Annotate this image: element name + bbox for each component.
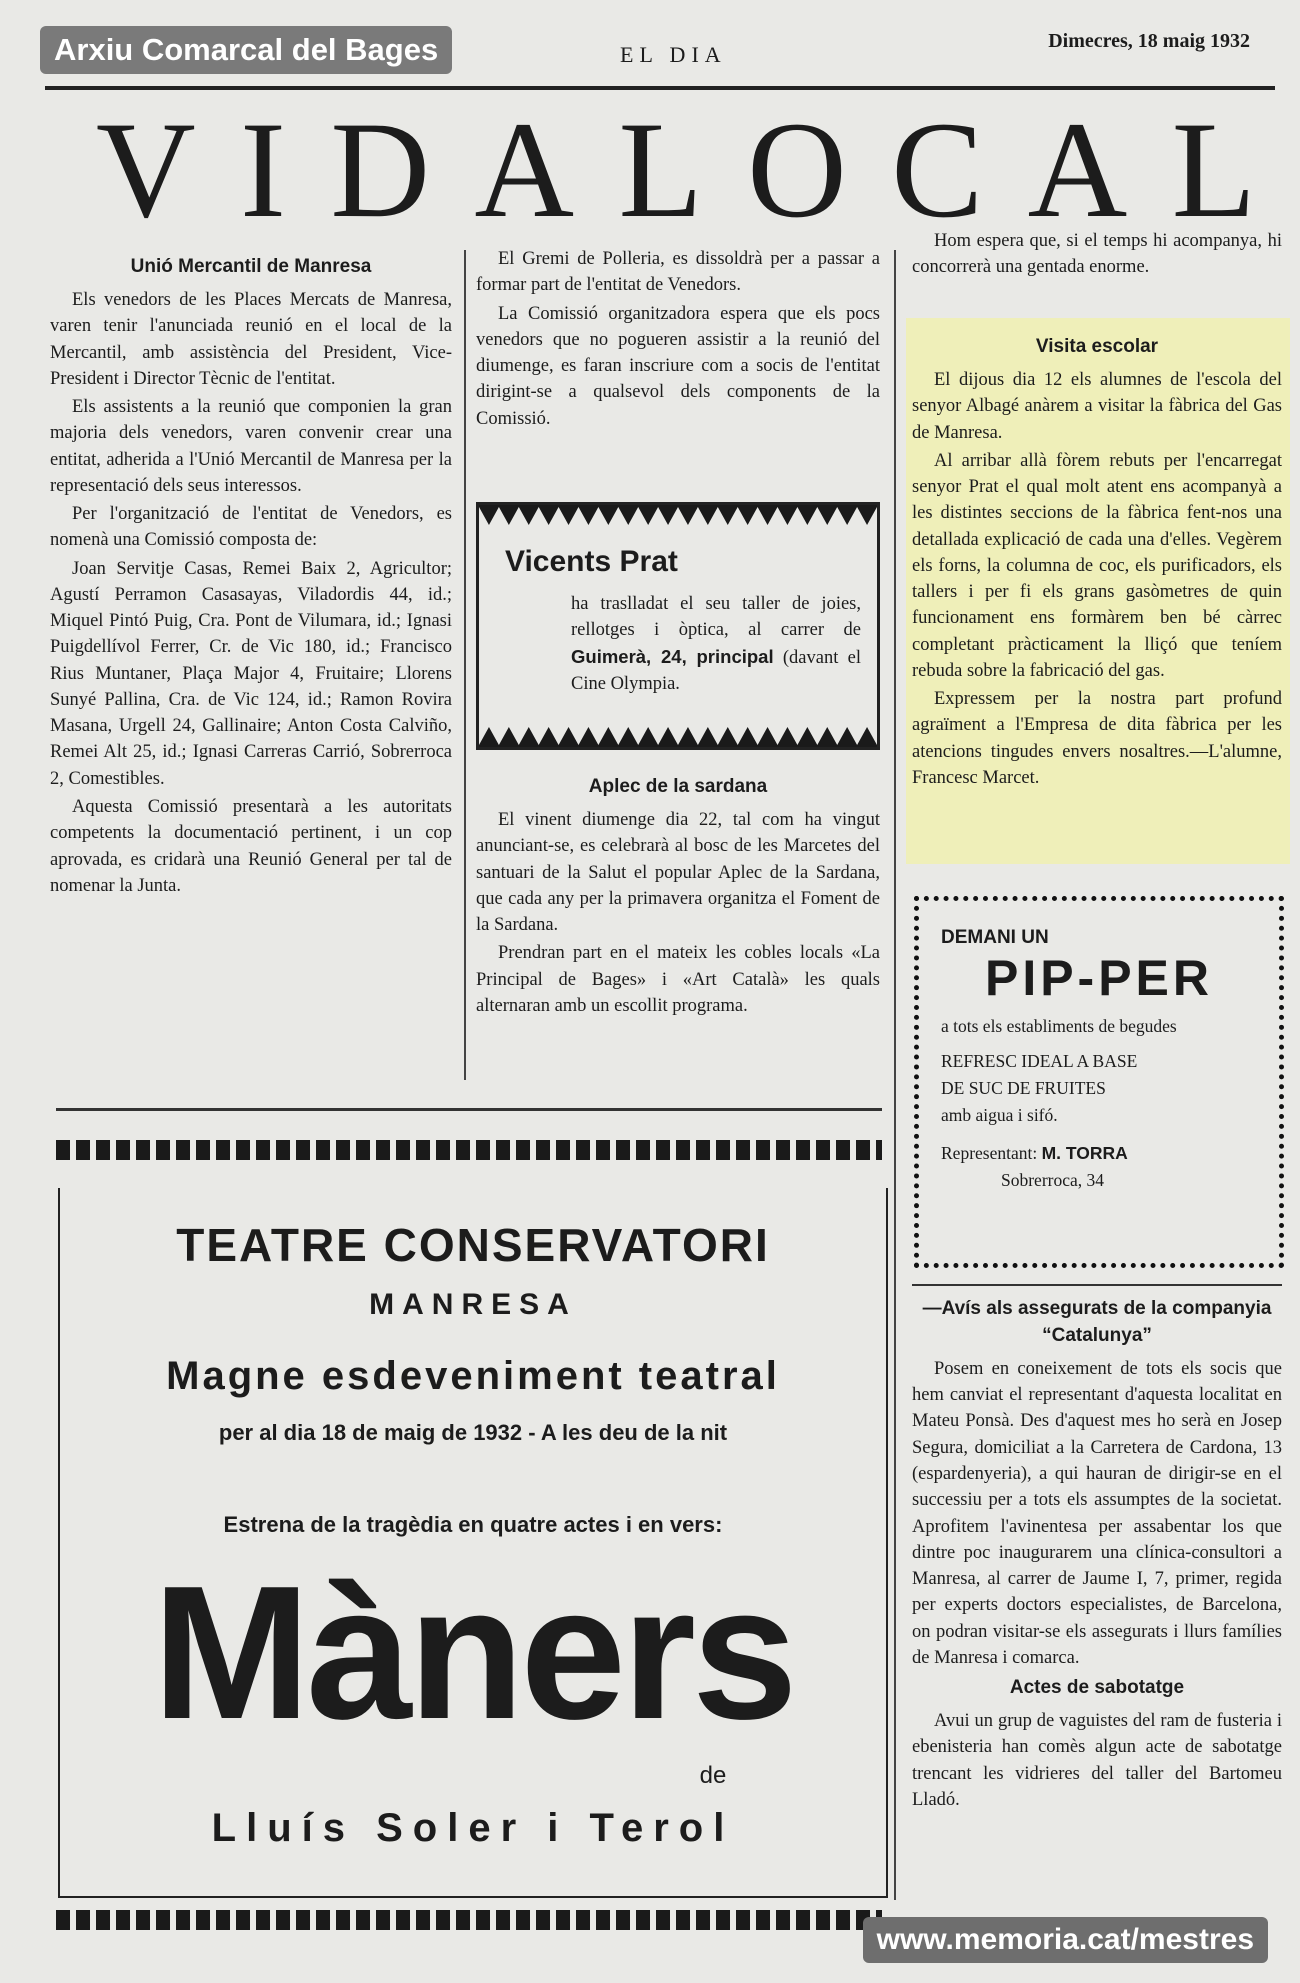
article-gremi-polleria bbox=[476, 246, 880, 434]
pip-per-ad bbox=[914, 896, 1284, 1268]
event-headline: Magne esdeveniment teatral bbox=[166, 1354, 780, 1398]
paragraph: Al arribar allà fòrem rebuts per l'encarregat senyor Prat el qual molt atent ens acompanyà a les distintes seccions de la fàbrica fent-nos una detallada explicació de cada una d'elles. Vegèrem els forns, la columna de coc, els purificadors, els tallers i per fi els grans gasòmetres de quin funcionament ens formàrem ben bé càrrec completant pràcticament la lliçó que teníem rebuda sobre la fabricació del gas. bbox=[912, 450, 1282, 681]
rep-name: M. TORRA bbox=[1041, 1142, 1128, 1163]
banner-letter: O bbox=[747, 93, 847, 246]
paragraph: Expressem per la nostra part profund agraïment a l'Empresa de dita fàbrica per les atencions tingudes envers nosaltres.—L'alumne, Francesc Marcet. bbox=[912, 689, 1282, 788]
banner-letter: V bbox=[96, 93, 196, 246]
author-by: de bbox=[699, 1762, 727, 1789]
site-watermark: www.memoria.cat/mestres bbox=[863, 1917, 1268, 1963]
premiere-line: Estrena de la tragèdia en quatre actes i en vers: bbox=[223, 1512, 723, 1537]
banner-letter: L bbox=[618, 93, 703, 246]
checker-border-top bbox=[56, 1140, 882, 1160]
banner-letter: C bbox=[891, 93, 984, 246]
checker-border-bottom bbox=[56, 1910, 882, 1930]
paragraph: Prendran part en el mateix les cobles locals «La Principal de Bages» i «Art Català» les quals alternaran amb un escollit programa. bbox=[476, 943, 880, 1016]
banner-letter: L bbox=[1171, 93, 1256, 246]
ad-call-to-action: DEMANI UN bbox=[941, 927, 1049, 948]
ad-address: Guimerà, 24, principal bbox=[571, 645, 774, 667]
paragraph: Posem en coneixement de tots els socis que hem canviat el representant d'aquesta localitat en Mateu Ponsà. Des d'aquest mes ho serà en Josep Segura, domiciliat a la Carretera de Cardona, 13 (espardenyeria), a qui hauran de dirigir-se en el successiu per a tots els assumptes de la societat. Aprofitem l'avinentesa per assabentar los que dintre poc inaugurarem una clínica-consultori a Manresa, al carrer de Jaume I, 7, primer, regida per experts doctors especialistes, de Barcelona, on podran visitar-se els assegurats i llurs famílies de Manresa i comarca. bbox=[912, 1358, 1282, 1668]
theatre-name: TEATRE CONSERVATORI bbox=[176, 1219, 770, 1271]
paragraph: Joan Servitje Casas, Remei Baix 2, Agricultor; Agustí Perramon Casasayas, Viladordis 44, id.; Miquel Pintó Puig, Cra. Pont de Vilumara, id.; Ignasi Puigdellívol Ferrer, Cr. de Vic 180, id.; Francisco Rius Muntaner, Plaça Major 4, Fruitaire; Llorens Sunyé Pallina, Cra. de Vic 124, id.; Ramon Rovira Masana, Urgell 24, Gallinaire; Anton Costa Calviño, Remei Alt 25, id.; Ignasi Carreras Carrió, Sobrerroca 2, Comestibles. bbox=[50, 558, 452, 789]
paragraph: Hom espera que, si el temps hi acompanya, hi concorrerà una gentada enorme. bbox=[912, 231, 1282, 278]
ad-line: a tots els establiments de begudes bbox=[941, 1016, 1177, 1036]
article-avis-assegurats bbox=[912, 1292, 1282, 1815]
section-rule bbox=[912, 1284, 1282, 1286]
rep-label: Representant: bbox=[941, 1142, 1038, 1163]
article-title: —Avís als assegurats de la companyia “Catalunya” bbox=[922, 1298, 1272, 1346]
article-visita-escolar bbox=[912, 330, 1282, 793]
paragraph: El dijous dia 12 els alumnes de l'escola del senyor Albagé anàrem a visitar la fàbrica del Gas de Manresa. bbox=[912, 369, 1282, 443]
vicents-prat-ad bbox=[476, 502, 880, 750]
paragraph: Per l'organització de l'entitat de Venedors, es nomenà una Comissió composta de: bbox=[50, 504, 452, 551]
banner-letter: I bbox=[240, 93, 287, 246]
advertiser-name: Vicents Prat bbox=[505, 545, 678, 578]
ad-line: REFRESC IDEAL A BASE bbox=[941, 1051, 1138, 1072]
archive-watermark: Arxiu Comarcal del Bages bbox=[40, 26, 452, 74]
column-rule bbox=[894, 250, 896, 1900]
ad-text bbox=[571, 591, 861, 697]
article-unio-mercantil bbox=[50, 250, 452, 901]
article-aplec-sardana bbox=[476, 770, 880, 1021]
running-head: EL DIA bbox=[620, 42, 727, 67]
article-title: Actes de sabotatge bbox=[1009, 1677, 1185, 1699]
ad-line: DE SUC DE FRUITES bbox=[941, 1078, 1106, 1099]
teatre-conservatori-ad bbox=[58, 1188, 888, 1898]
banner-letter: A bbox=[1027, 93, 1128, 246]
paragraph: El Gremi de Polleria, es dissoldrà per a passar a formar part de l'entitat de Venedors. bbox=[476, 249, 880, 296]
paragraph: El vinent diumenge dia 22, tal com ha vingut anunciant-se, es celebrarà al bosc de les Marcetes del santuari de la Salut el popular Aplec de la Sardana, que cada any per la primavera organitza el Foment de la Sardana. bbox=[476, 809, 880, 936]
zigzag-border-bottom bbox=[479, 725, 877, 747]
section-banner bbox=[96, 93, 1256, 246]
paragraph: La Comissió organitzadora espera que els pocs venedors que no pogueren assistir a la reunió del diumenge, es faran inscriure com a socis de l'entitat dirigint-se a qualsevol dels components de la Comissió. bbox=[476, 303, 880, 429]
section-rule bbox=[56, 1108, 882, 1111]
rep-address: Sobrerroca, 34 bbox=[1001, 1169, 1105, 1190]
header-rule bbox=[45, 86, 1275, 90]
issue-date: Dimecres, 18 maig 1932 bbox=[1048, 30, 1250, 52]
banner-letter: D bbox=[330, 93, 431, 246]
article-title: Aplec de la sardana bbox=[588, 776, 768, 797]
paragraph: Els assistents a la reunió que componien la gran majoria dels venedors, varen convenir crear una entitat, adherida a l'Unió Mercantil de Manresa per la representació dels seus interessos. bbox=[50, 397, 452, 496]
banner-letter: A bbox=[474, 93, 575, 246]
article-title: Unió Mercantil de Manresa bbox=[130, 256, 372, 277]
ad-text-a: ha traslladat el seu taller de joies, rellotges i òptica, al carrer de bbox=[571, 594, 861, 641]
ad-text-b: (davant el Cine Olympia. bbox=[571, 647, 861, 694]
ad-line: amb aigua i sifó. bbox=[941, 1105, 1058, 1126]
play-title: Màners bbox=[152, 1547, 794, 1759]
column-rule bbox=[464, 250, 466, 1080]
theatre-city: MANRESA bbox=[369, 1288, 577, 1321]
ad-brand: PIP-PER bbox=[984, 950, 1214, 1006]
paragraph: Els venedors de les Places Mercats de Manresa, varen tenir l'anunciada reunió en el local de la Mercantil, amb assistència del President, Vice-President i Director Tècnic de l'entitat. bbox=[50, 289, 452, 389]
paragraph: Aquesta Comissió presentarà a les autoritats competents la documentació pertinent, i un cop aprovada, es cridarà una Reunió General per tal de nomenar la Junta. bbox=[50, 797, 452, 896]
event-date-line: per al dia 18 de maig de 1932 - A les deu de la nit bbox=[218, 1420, 728, 1445]
zigzag-border-top bbox=[479, 505, 877, 527]
article-title: Visita escolar bbox=[1035, 336, 1159, 357]
ad-representative bbox=[941, 1140, 1257, 1167]
paragraph: Avui un grup de vaguistes del ram de fusteria i ebenisteria han comès algun acte de sabotatge trencant les vidrieres del taller del Bartomeu Lladó. bbox=[912, 1711, 1282, 1810]
play-author: Lluís Soler i Terol bbox=[211, 1806, 735, 1850]
article-intro-continued bbox=[912, 228, 1282, 283]
